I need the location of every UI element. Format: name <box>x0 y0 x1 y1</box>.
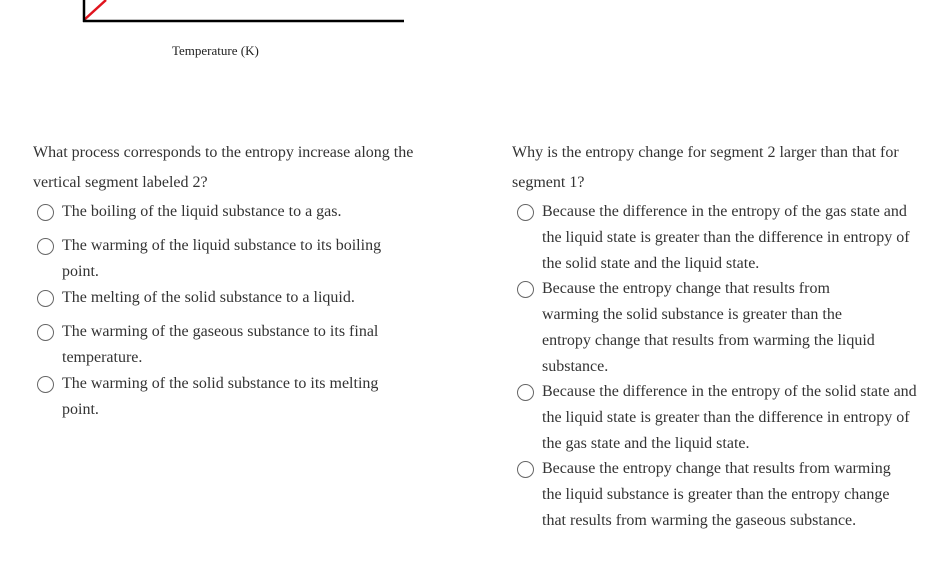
question-1-prompt: What process corresponds to the entropy increase along the vertical segment labeled 2? <box>33 144 414 191</box>
radio-button[interactable] <box>37 290 54 307</box>
option-label: Because the entropy change that results from warming the liquid substance is greater than the entropy change that results from warming the gaseous substance. <box>542 460 891 529</box>
radio-button[interactable] <box>37 238 54 255</box>
option-label: The warming of the liquid substance to its boiling point. <box>62 237 382 280</box>
option-label: Because the entropy change that results from warming the solid substance is greater than the entropy change that results from warming the liquid substance. <box>542 280 875 375</box>
radio-button[interactable] <box>37 204 54 221</box>
radio-button[interactable] <box>517 461 534 478</box>
x-axis-label: Temperature (K) <box>172 43 259 58</box>
radio-button[interactable] <box>37 324 54 341</box>
radio-button[interactable] <box>517 384 534 401</box>
chart-red-line <box>84 0 106 20</box>
option-label: The boiling of the liquid substance to a gas. <box>62 203 342 220</box>
radio-button[interactable] <box>37 376 54 393</box>
option-label: The warming of the gaseous substance to its final temperature. <box>62 323 379 366</box>
question-2-prompt: Why is the entropy change for segment 2 larger than that for segment 1? <box>512 144 899 191</box>
radio-button[interactable] <box>517 281 534 298</box>
option-label: Because the difference in the entropy of the gas state and the liquid state is greater than the difference in entropy of the solid state and the liquid state. <box>542 203 910 272</box>
option-label: The warming of the solid substance to its melting point. <box>62 375 379 418</box>
radio-button[interactable] <box>517 204 534 221</box>
entropy-chart-fragment <box>0 0 420 70</box>
option-label: The melting of the solid substance to a liquid. <box>62 289 355 306</box>
option-label: Because the difference in the entropy of the solid state and the liquid state is greater than the difference in entropy of the gas state and the liquid state. <box>542 383 917 452</box>
